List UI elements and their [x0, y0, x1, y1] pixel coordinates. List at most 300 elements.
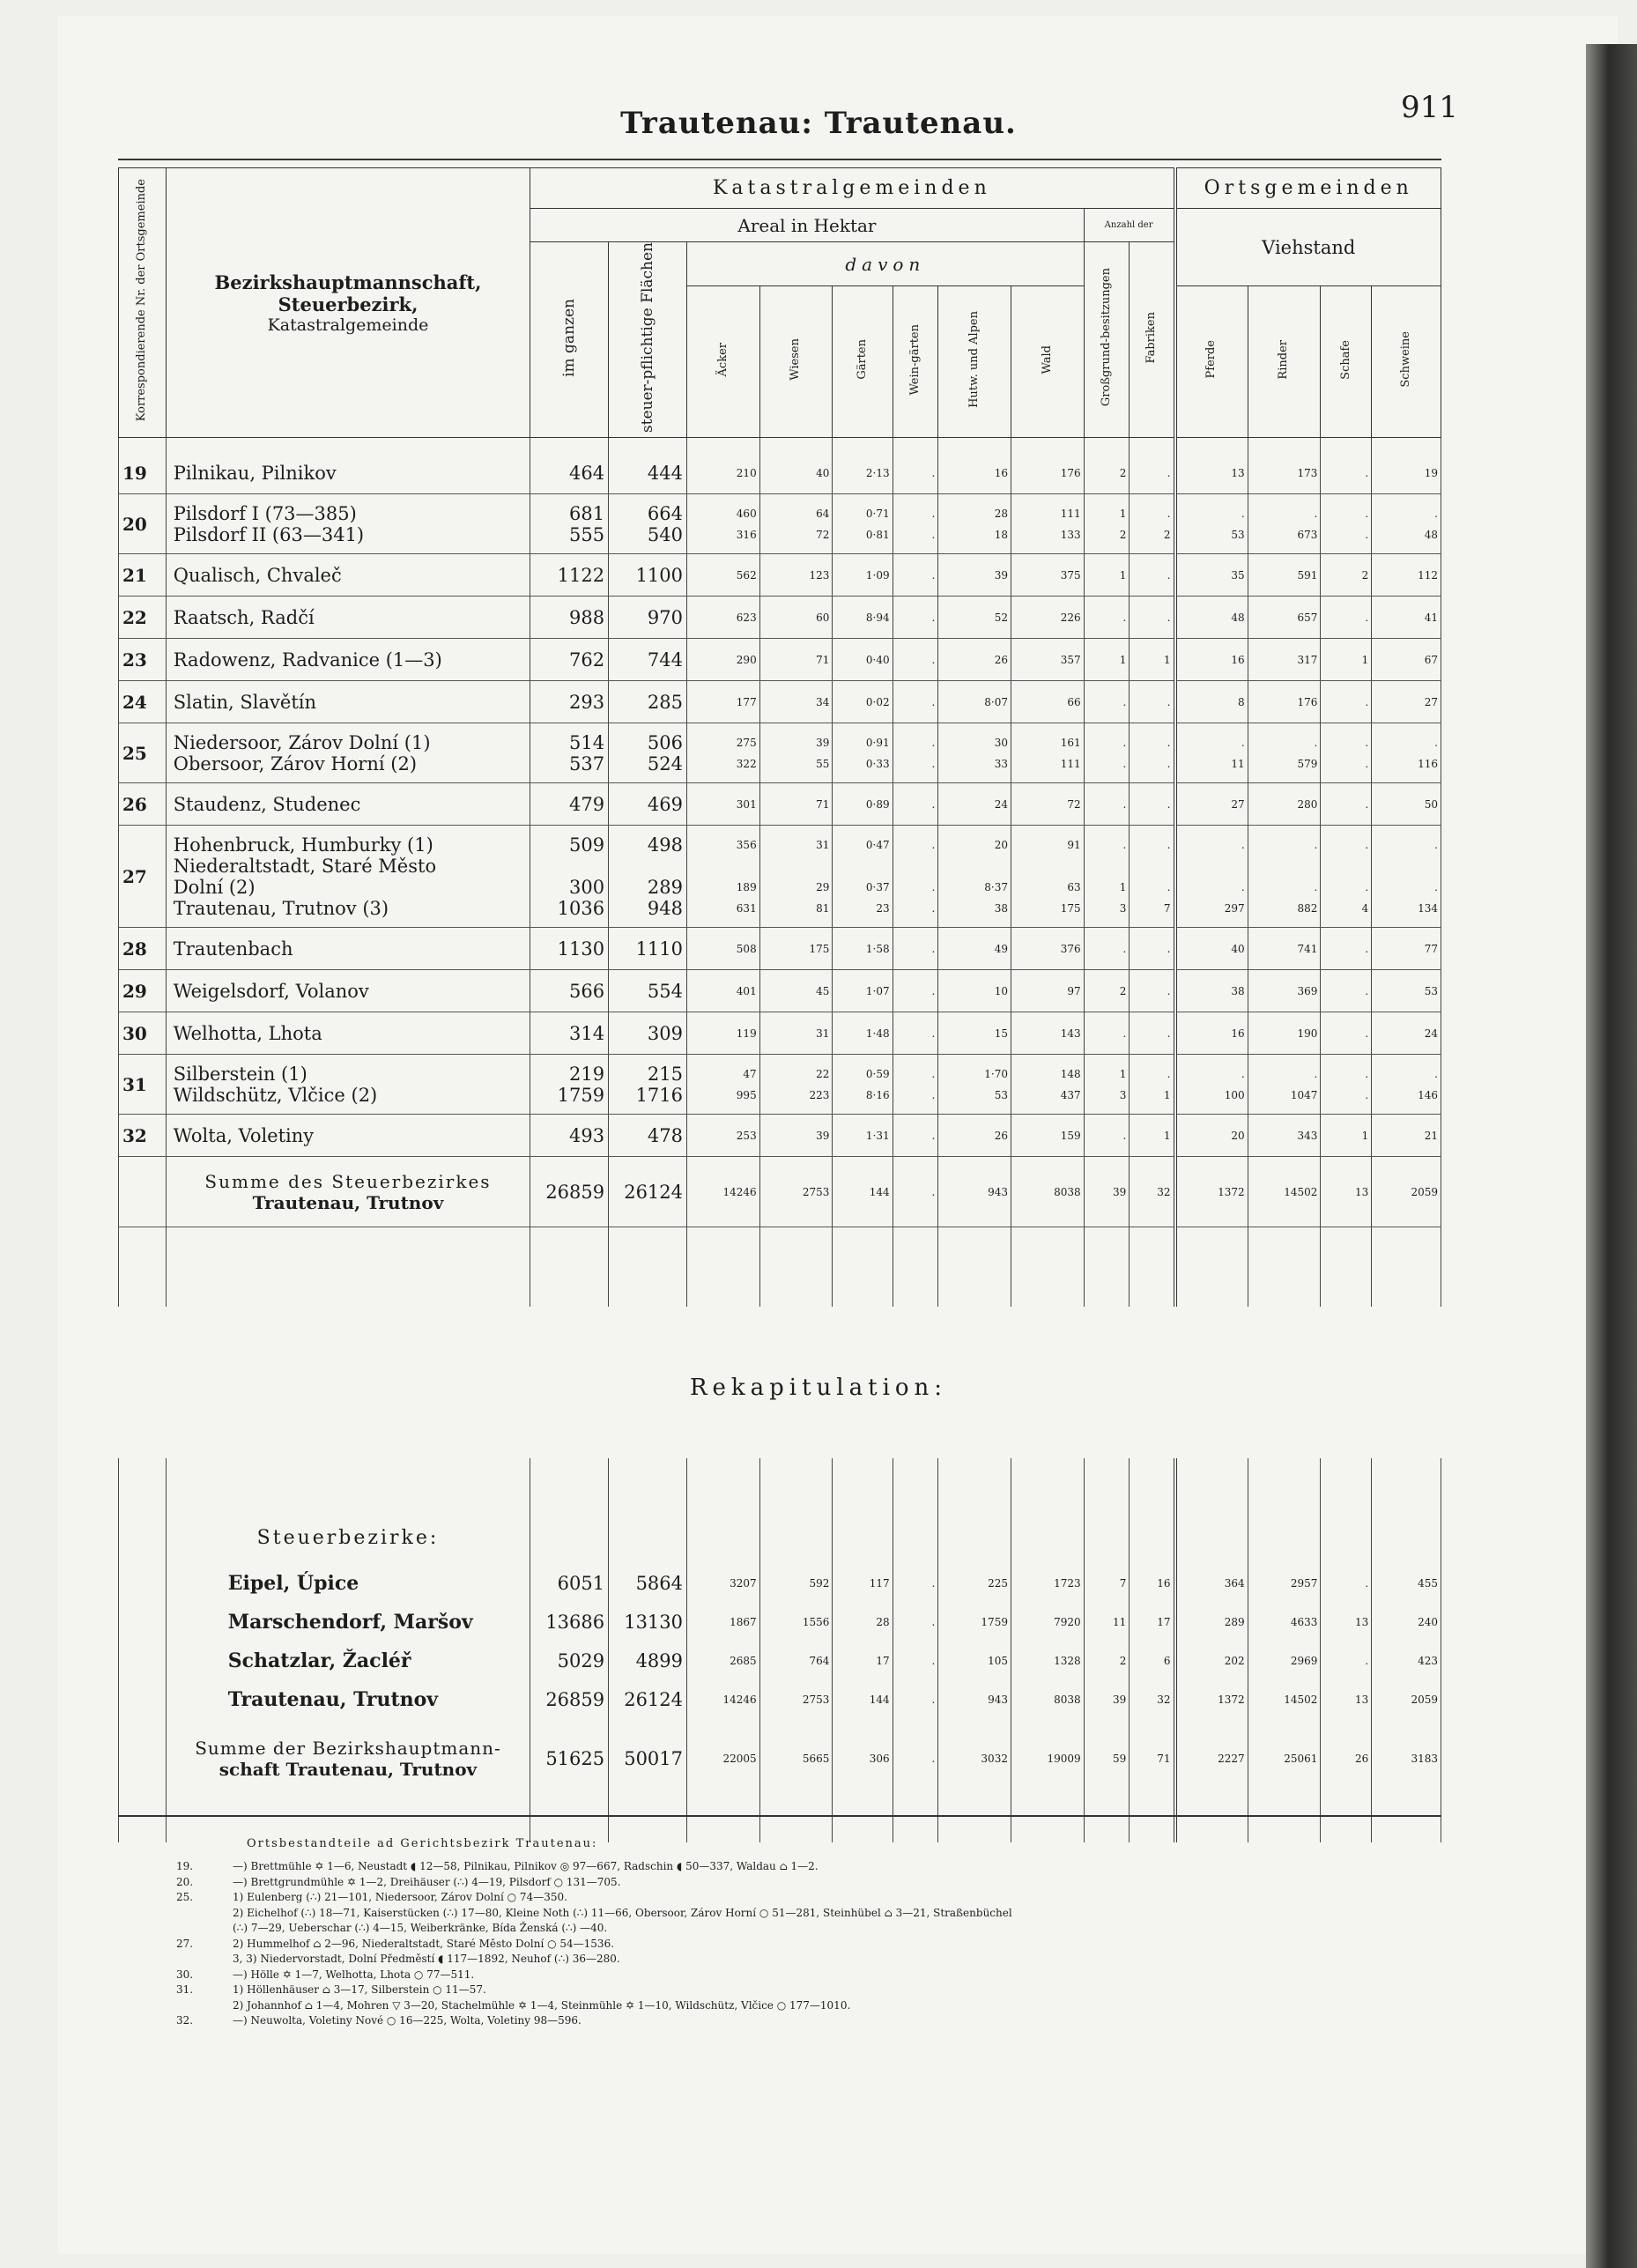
value: 1036	[557, 897, 605, 919]
rekap-value: .	[893, 1603, 938, 1642]
cell-fab	[1130, 1055, 1175, 1115]
cell-steu	[609, 597, 687, 639]
note-line	[176, 1906, 1463, 1922]
value: .	[1365, 984, 1369, 997]
value: 0·91	[865, 736, 890, 749]
summe-value: 14502	[1248, 1157, 1321, 1227]
value: 63	[1067, 880, 1081, 893]
cell-wei	[893, 970, 938, 1012]
value: 356	[736, 838, 757, 851]
value: 744	[647, 649, 684, 671]
value: 24	[994, 797, 1008, 811]
value: 3	[1119, 1088, 1127, 1101]
rekap-value: .	[893, 1642, 938, 1680]
cell-sch	[1321, 681, 1372, 723]
value: .	[1167, 942, 1171, 955]
rekap-value: 423	[1372, 1642, 1441, 1680]
value	[1177, 856, 1245, 877]
cell-fab	[1130, 639, 1175, 681]
cell-rin	[1248, 1012, 1321, 1055]
cell-wal	[1011, 494, 1084, 554]
value: 38	[994, 901, 1008, 915]
value: 47	[743, 1067, 757, 1080]
value: 591	[1297, 568, 1318, 582]
cell-sch	[1321, 597, 1372, 639]
rekap-value: 13130	[609, 1603, 687, 1642]
rekap-summe-row	[119, 1719, 1441, 1798]
rekap-value: 32	[1130, 1680, 1175, 1719]
cell-wal	[1011, 597, 1084, 639]
value: .	[931, 901, 936, 915]
col-im-ganzen: im ganzen	[530, 242, 609, 438]
value: 159	[1060, 1129, 1081, 1142]
value: .	[1434, 880, 1438, 893]
cell-steu	[609, 1055, 687, 1115]
value: 1·07	[865, 984, 890, 997]
cell-fab	[1130, 723, 1175, 783]
value: 444	[647, 462, 684, 484]
value: .	[1365, 880, 1369, 893]
note-line	[176, 1983, 1463, 1998]
value: 664	[647, 502, 684, 524]
cell-rin	[1248, 494, 1321, 554]
summe-value: 13	[1321, 1157, 1372, 1227]
value: 48	[1231, 611, 1245, 624]
cell-gro	[1084, 826, 1130, 928]
row-number: 24	[119, 681, 167, 723]
book-spine	[1586, 44, 1637, 2268]
value: .	[931, 1129, 936, 1142]
value: .	[931, 942, 936, 955]
value: 0·71	[865, 507, 890, 520]
value: 1100	[635, 564, 684, 586]
value: 1·09	[865, 568, 890, 582]
value: 540	[647, 523, 684, 545]
cell-wei	[893, 681, 938, 723]
cell-pfe	[1175, 1055, 1248, 1115]
cell-sch	[1321, 452, 1372, 494]
note-line	[176, 1968, 1463, 1983]
value: 60	[816, 611, 830, 624]
value: 22	[816, 1067, 830, 1080]
value: 177	[736, 695, 757, 708]
row-number: 29	[119, 970, 167, 1012]
value: 631	[736, 901, 757, 915]
cell-swe	[1372, 1012, 1441, 1055]
table-row	[119, 1012, 1441, 1055]
rekap-value: 17	[1130, 1603, 1175, 1642]
value: 48	[1424, 528, 1438, 541]
value	[938, 856, 1008, 877]
cell-steu	[609, 723, 687, 783]
value: 316	[736, 528, 757, 541]
value: 1716	[635, 1084, 684, 1106]
rekap-summe-line2: schaft Trautenau, Trutnov	[219, 1759, 478, 1780]
cell-wal	[1011, 681, 1084, 723]
value: .	[1122, 942, 1127, 955]
cell-hut	[938, 826, 1011, 928]
value: 66	[1067, 695, 1081, 708]
value: 16	[1231, 1027, 1245, 1040]
cell-steu	[609, 452, 687, 494]
cell-hut	[938, 723, 1011, 783]
place-name: Qualisch, Chvaleč	[173, 564, 342, 586]
rekap-value: 13	[1321, 1603, 1372, 1642]
value: 39	[816, 736, 830, 749]
value: .	[1122, 611, 1127, 624]
place-name: Raatsch, Radčí	[173, 606, 315, 628]
cell-swe	[1372, 639, 1441, 681]
cell-wei	[893, 1012, 938, 1055]
cell-wei	[893, 783, 938, 826]
value: 1·58	[865, 942, 890, 955]
value: .	[931, 797, 936, 811]
value: 226	[1060, 611, 1081, 624]
value: .	[1122, 757, 1127, 770]
rekap-row	[119, 1680, 1441, 1719]
table-row	[119, 1055, 1441, 1115]
cell-sch	[1321, 1115, 1372, 1157]
cell-hut	[938, 681, 1011, 723]
summe-line1: Summe des Steuerbezirkes	[204, 1170, 492, 1192]
value: 146	[1418, 1088, 1438, 1101]
value: 53	[1231, 528, 1245, 541]
cell-sch	[1321, 826, 1372, 928]
rekap-value: 592	[759, 1564, 833, 1603]
cell-ack	[687, 554, 760, 597]
table-row	[119, 554, 1441, 597]
cell-gro	[1084, 494, 1130, 554]
value: 988	[569, 606, 605, 628]
rekap-value: 39	[1084, 1680, 1130, 1719]
cell-steu	[609, 1012, 687, 1055]
row-number: 32	[119, 1115, 167, 1157]
value: .	[1241, 507, 1245, 520]
cell-steu	[609, 928, 687, 970]
viehstand-header: Viehstand	[1175, 209, 1441, 286]
page-number: 911	[1401, 90, 1458, 125]
cell-gar	[833, 783, 893, 826]
value: 112	[1418, 568, 1438, 582]
table-row	[119, 452, 1441, 494]
cell-sch	[1321, 639, 1372, 681]
value: 657	[1297, 611, 1318, 624]
cell-ack	[687, 723, 760, 783]
summe-value: 1372	[1175, 1157, 1248, 1227]
rekapitulation-title: Rekapitulation:	[689, 1375, 948, 1401]
value: 1	[1119, 1067, 1127, 1080]
cell-wei	[893, 928, 938, 970]
value: .	[931, 611, 936, 624]
cell-ganz	[530, 494, 609, 554]
rekap-name: Marschendorf, Maršov	[166, 1603, 530, 1642]
rekap-value: 202	[1175, 1642, 1248, 1680]
cell-ganz	[530, 1055, 609, 1115]
value: 2	[1361, 568, 1369, 582]
value: 77	[1424, 942, 1438, 955]
place-name: Wildschütz, Vlčice (2)	[173, 1084, 378, 1106]
col-aecker: Äcker	[687, 286, 760, 438]
cell-sch	[1321, 1055, 1372, 1115]
rekap-value: 16	[1130, 1564, 1175, 1603]
cell-wie	[759, 1115, 833, 1157]
cell-rin	[1248, 597, 1321, 639]
value: 1	[1361, 1129, 1369, 1142]
value: 566	[569, 980, 605, 1002]
rekap-value: 1867	[687, 1603, 760, 1642]
cell-rin	[1248, 723, 1321, 783]
value: 1	[1163, 1088, 1171, 1101]
cell-pfe	[1175, 494, 1248, 554]
value: 297	[1224, 901, 1245, 915]
value: 401	[736, 984, 757, 997]
cell-pfe	[1175, 554, 1248, 597]
value: 293	[569, 691, 605, 713]
place-name: Trautenbach	[173, 938, 293, 960]
rekap-value: 8038	[1011, 1680, 1084, 1719]
cell-swe	[1372, 723, 1441, 783]
value: .	[1314, 838, 1318, 851]
value: 30	[994, 736, 1008, 749]
rekap-value: 1723	[1011, 1564, 1084, 1603]
row-number: 22	[119, 597, 167, 639]
value: .	[1314, 736, 1318, 749]
row-number: 21	[119, 554, 167, 597]
value: .	[1241, 1067, 1245, 1080]
place-names	[166, 928, 530, 970]
table-row	[119, 970, 1441, 1012]
value: .	[1167, 736, 1171, 749]
summe-value: 26124	[609, 1157, 687, 1227]
value: .	[1434, 736, 1438, 749]
cell-swe	[1372, 494, 1441, 554]
cell-wal	[1011, 1055, 1084, 1115]
summe-value: 8038	[1011, 1157, 1084, 1227]
place-name: Silberstein (1)	[173, 1063, 307, 1085]
note-text: —) Hölle ✡ 1—7, Welhotta, Lhota ○ 77—511.	[233, 1968, 475, 1981]
cell-gar	[833, 452, 893, 494]
rekap-value: 117	[833, 1564, 893, 1603]
rekap-summe-label	[166, 1719, 530, 1798]
value: 13	[1231, 466, 1245, 479]
value: 1130	[557, 938, 605, 960]
value: 55	[816, 757, 830, 770]
cell-gar	[833, 639, 893, 681]
note-line	[176, 2013, 1463, 2029]
value: 1	[1119, 880, 1127, 893]
value: 524	[647, 752, 684, 775]
value: 190	[1297, 1027, 1318, 1040]
cell-pfe	[1175, 639, 1248, 681]
col-steuerpflichtig: steuer-pflichtige Flächen	[609, 242, 687, 438]
cell-ack	[687, 1012, 760, 1055]
value	[1321, 856, 1368, 877]
value: 189	[736, 880, 757, 893]
place-name: Pilsdorf II (63—341)	[173, 523, 365, 545]
rekap-value: 7920	[1011, 1603, 1084, 1642]
cell-pfe	[1175, 928, 1248, 970]
row-number: 31	[119, 1055, 167, 1115]
value: 1110	[635, 938, 684, 960]
value: .	[1122, 1027, 1127, 1040]
value	[760, 856, 830, 877]
row-number: 19	[119, 452, 167, 494]
value: .	[1241, 880, 1245, 893]
note-text: 2) Hummelhof ⌂ 2—96, Niederaltstadt, Staré Město Dolní ○ 54—1536.	[233, 1937, 615, 1950]
cell-hut	[938, 597, 1011, 639]
value: 1·70	[984, 1067, 1008, 1080]
value: 0·89	[865, 797, 890, 811]
katastral-header: Katastralgemeinden	[530, 168, 1175, 209]
rekap-value: 240	[1372, 1603, 1441, 1642]
rekap-value: 2969	[1248, 1642, 1321, 1680]
note-line	[176, 1875, 1463, 1891]
value: 8·94	[865, 611, 890, 624]
rekap-summe-value: 19009	[1011, 1719, 1084, 1798]
cell-wal	[1011, 970, 1084, 1012]
value: 11	[1231, 757, 1245, 770]
cell-ack	[687, 1055, 760, 1115]
place-name: Niedersoor, Zárov Dolní (1)	[173, 731, 431, 753]
value: .	[1434, 838, 1438, 851]
cell-hut	[938, 970, 1011, 1012]
value: .	[1241, 736, 1245, 749]
rekap-summe-value: 25061	[1248, 1719, 1321, 1798]
rekap-summe-value: 3032	[938, 1719, 1011, 1798]
cell-pfe	[1175, 452, 1248, 494]
value: 41	[1424, 611, 1438, 624]
cell-rin	[1248, 1115, 1321, 1157]
rekap-row	[119, 1564, 1441, 1603]
cell-sch	[1321, 494, 1372, 554]
value: 479	[569, 793, 605, 815]
cell-rin	[1248, 826, 1321, 928]
value: .	[931, 757, 936, 770]
value: .	[1365, 757, 1369, 770]
value: 100	[1224, 1088, 1245, 1101]
value: 469	[647, 793, 684, 815]
value: 882	[1297, 901, 1318, 915]
cell-swe	[1372, 452, 1441, 494]
cell-ganz	[530, 826, 609, 928]
cell-fab	[1130, 783, 1175, 826]
value: 35	[1231, 568, 1245, 582]
value: .	[1365, 1088, 1369, 1101]
cell-swe	[1372, 928, 1441, 970]
cell-ganz	[530, 783, 609, 826]
rekap-value: 11	[1084, 1603, 1130, 1642]
value: .	[1122, 1129, 1127, 1142]
value: 133	[1060, 528, 1081, 541]
cell-hut	[938, 1055, 1011, 1115]
value: 280	[1297, 797, 1318, 811]
cell-steu	[609, 783, 687, 826]
cell-ack	[687, 681, 760, 723]
cell-gro	[1084, 1055, 1130, 1115]
value: .	[1241, 838, 1245, 851]
table-row	[119, 681, 1441, 723]
cell-wal	[1011, 1115, 1084, 1157]
note-line	[176, 1937, 1463, 1953]
value: .	[1122, 736, 1127, 749]
value: 18	[994, 528, 1008, 541]
rekap-summe-value: 22005	[687, 1719, 760, 1798]
note-text: 1) Höllenhäuser ⌂ 3—17, Silberstein ○ 11—57.	[233, 1983, 486, 1996]
row-number: 28	[119, 928, 167, 970]
value	[687, 856, 757, 877]
cell-gro	[1084, 1012, 1130, 1055]
rekap-value: 17	[833, 1642, 893, 1680]
cell-ack	[687, 597, 760, 639]
value: .	[1167, 1027, 1171, 1040]
cell-swe	[1372, 1115, 1441, 1157]
cell-fab	[1130, 826, 1175, 928]
note-line	[176, 1890, 1463, 1906]
value: 0·37	[865, 880, 890, 893]
rekap-bottom-rule	[118, 1815, 1441, 1817]
cell-ganz	[530, 452, 609, 494]
rekap-summe-value: 51625	[530, 1719, 609, 1798]
value: 460	[736, 507, 757, 520]
value	[609, 856, 683, 877]
value: 309	[647, 1022, 684, 1044]
value: .	[1167, 507, 1171, 520]
value: 21	[1424, 1129, 1438, 1142]
top-rule	[118, 159, 1441, 160]
value: 478	[647, 1124, 684, 1146]
value: 40	[816, 466, 830, 479]
value: 0·40	[865, 653, 890, 666]
cell-fab	[1130, 970, 1175, 1012]
rekap-value: 5864	[609, 1564, 687, 1603]
cell-ganz	[530, 597, 609, 639]
summe-value: 14246	[687, 1157, 760, 1227]
place-names	[166, 494, 530, 554]
value: 2·13	[865, 466, 890, 479]
value: 210	[736, 466, 757, 479]
value: 31	[816, 1027, 830, 1040]
value: 464	[569, 462, 605, 484]
rekap-value: 289	[1175, 1603, 1248, 1642]
value	[1130, 856, 1170, 877]
steuerbezirke-row	[119, 1511, 1441, 1564]
cell-fab	[1130, 1012, 1175, 1055]
cell-swe	[1372, 681, 1441, 723]
note-text: 3, 3) Niedervorstadt, Dolní Předměstí ◖ 117—1892, Neuhof (∴) 36—280.	[233, 1953, 620, 1965]
value: 4	[1361, 901, 1369, 915]
value: 1	[1361, 653, 1369, 666]
value: 579	[1297, 757, 1318, 770]
value: 0·33	[865, 757, 890, 770]
note-label	[176, 1952, 233, 1968]
value: 290	[736, 653, 757, 666]
value: 0·59	[865, 1067, 890, 1080]
cell-wie	[759, 928, 833, 970]
value: 53	[1424, 984, 1438, 997]
value: 1	[1163, 1129, 1171, 1142]
place-name: Dolní (2)	[173, 876, 256, 898]
note-label: 20.	[176, 1875, 194, 1888]
place-names	[166, 639, 530, 681]
value: 8	[1238, 695, 1245, 708]
value: 123	[809, 568, 830, 582]
rekap-value: 144	[833, 1680, 893, 1719]
value: 493	[569, 1124, 605, 1146]
row-number: 26	[119, 783, 167, 826]
col-rinder: Rinder	[1248, 286, 1321, 438]
value: 148	[1060, 1067, 1081, 1080]
rekap-table	[118, 1458, 1441, 1842]
